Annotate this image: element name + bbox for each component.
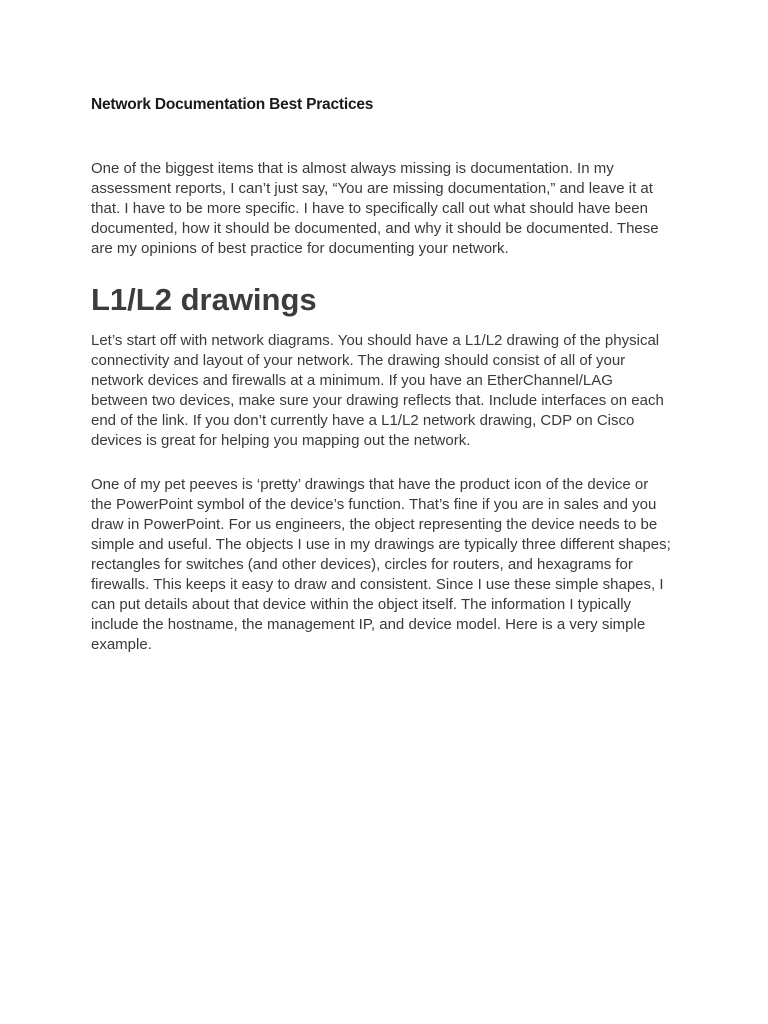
section-paragraph: One of my pet peeves is ‘pretty’ drawings that have the product icon of the device or the PowerPoint symbol of the device’s function. That’s fine if you are in sales and you draw in PowerPoint. For us engineers, the object representing the device needs to be simple and useful. The objects I use in my drawings are typically three different shapes; rectangles for switches (and other devices), circles for routers, and hexagrams for firewalls. This keeps it easy to draw and consistent. Since I use these simple shapes, I can put details about that device within the object itself. The information I typically include the hostname, the management IP, and device model. Here is a very simple example. [91,476,671,653]
section-paragraph: Let’s start off with network diagrams. You should have a L1/L2 drawing of the physical connectivity and layout of your network. The drawing should consist of all of your network devices and firewalls at a minimum. If you have an EtherChannel/LAG between two devices, make sure your drawing reflects that. Include interfaces on each end of the link. If you don’t currently have a L1/L2 network drawing, CDP on Cisco devices is great for helping you mapping out the network. [91,332,664,449]
section-heading-l1-l2-drawings: L1/L2 drawings [91,282,317,317]
document-body [91,94,671,655]
intro-paragraph: One of the biggest items that is almost always missing is documentation. In my assessment reports, I can’t just say, “You are missing documentation,” and leave it at that. I have to be more specific. I have to specifically call out what should have been documented, how it should be documented, and why it should be documented. These are my opinions of best practice for documenting your network. [91,160,659,257]
document-title: Network Documentation Best Practices [91,96,374,113]
